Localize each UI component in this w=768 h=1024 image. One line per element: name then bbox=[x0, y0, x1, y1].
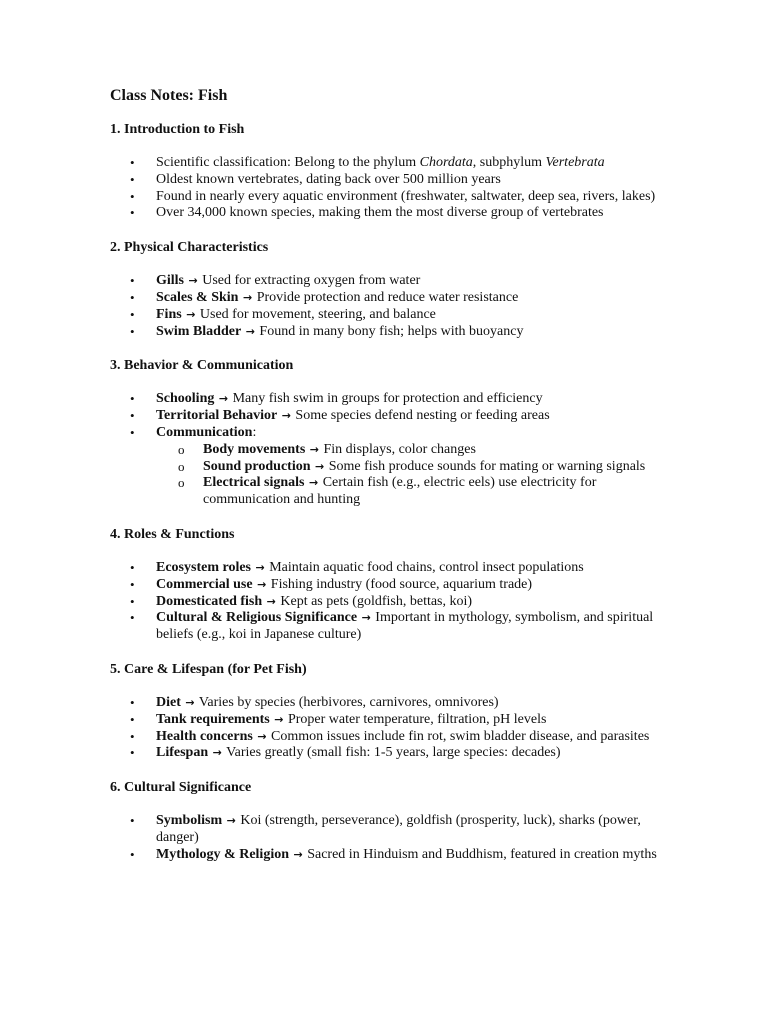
right-arrow-icon: → bbox=[293, 847, 303, 861]
list-item bbox=[110, 425, 660, 509]
item-term: Health concerns bbox=[156, 728, 253, 744]
right-arrow-icon: → bbox=[212, 746, 222, 760]
list-item bbox=[110, 577, 660, 594]
item-description: Common issues include fin rot, swim bladder disease, and parasites bbox=[271, 728, 650, 744]
bullet-list-roles-functions bbox=[110, 560, 660, 644]
sub-list-item bbox=[156, 459, 660, 476]
bullet-list-care-lifespan bbox=[110, 695, 660, 762]
item-term: Scales & Skin bbox=[156, 289, 239, 305]
section-heading-introduction: 1. Introduction to Fish bbox=[110, 122, 245, 137]
list-item bbox=[110, 408, 660, 425]
section-heading-behavior-communication: 3. Behavior & Communication bbox=[110, 358, 294, 374]
right-arrow-icon: → bbox=[309, 476, 319, 490]
bullet-list-physical-characteristics bbox=[110, 273, 660, 340]
list-item bbox=[110, 610, 660, 644]
item-term: Electrical signals bbox=[203, 475, 305, 491]
right-arrow-icon: → bbox=[185, 695, 195, 709]
list-item bbox=[110, 813, 660, 847]
sub-list-communication bbox=[156, 442, 660, 509]
right-arrow-icon: → bbox=[315, 459, 325, 473]
item-description: Many fish swim in groups for protection and efficiency bbox=[232, 391, 543, 407]
item-description: Used for extracting oxygen from water bbox=[202, 273, 421, 289]
item-term: Diet bbox=[156, 694, 181, 710]
item-text: Over 34,000 known species, making them the most diverse group of vertebrates bbox=[156, 205, 604, 221]
item-term: Cultural & Religious Significance bbox=[156, 610, 358, 626]
item-text: , subphylum bbox=[472, 155, 546, 170]
list-item bbox=[110, 594, 660, 611]
item-term: Tank requirements bbox=[156, 711, 270, 727]
item-term: Gills bbox=[156, 273, 185, 289]
section-heading-care-lifespan: 5. Care & Lifespan (for Pet Fish) bbox=[110, 661, 307, 677]
bullet-list-behavior-communication bbox=[110, 391, 660, 509]
list-item bbox=[110, 695, 660, 712]
right-arrow-icon: → bbox=[266, 594, 276, 608]
right-arrow-icon: → bbox=[257, 577, 267, 591]
item-description: Some fish produce sounds for mating or warning signals bbox=[328, 458, 646, 474]
item-term: Mythology & Religion bbox=[156, 846, 289, 862]
item-description: Important in mythology, symbolism, and spiritual beliefs (e.g., koi in Japanese culture) bbox=[156, 610, 654, 643]
list-item bbox=[110, 324, 660, 341]
right-arrow-icon: → bbox=[361, 611, 371, 625]
item-text: Scientific classification: Belong to the phylum bbox=[156, 155, 420, 170]
italic-term: Vertebrata bbox=[545, 155, 605, 170]
item-suffix: : bbox=[252, 424, 257, 440]
bullet-list-introduction bbox=[110, 155, 660, 222]
item-description: Maintain aquatic food chains, control insect populations bbox=[269, 559, 584, 575]
right-arrow-icon: → bbox=[226, 814, 236, 828]
section-heading-physical-characteristics: 2. Physical Characteristics bbox=[110, 240, 269, 256]
list-item bbox=[110, 847, 660, 864]
list-item bbox=[110, 729, 660, 746]
item-description: Varies by species (herbivores, carnivores, omnivores) bbox=[198, 694, 499, 710]
bullet-list-cultural-significance bbox=[110, 813, 660, 863]
item-term: Ecosystem roles bbox=[156, 559, 251, 575]
item-description: Certain fish (e.g., electric eels) use electricity for communication and hunting bbox=[203, 475, 597, 508]
item-term: Sound production bbox=[203, 458, 311, 474]
italic-term: Chordata bbox=[419, 155, 473, 170]
right-arrow-icon: → bbox=[257, 729, 267, 743]
list-item bbox=[110, 307, 660, 324]
item-description: Used for movement, steering, and balance bbox=[199, 306, 436, 322]
list-item bbox=[110, 712, 660, 729]
right-arrow-icon: → bbox=[218, 392, 229, 406]
item-term: Swim Bladder bbox=[156, 323, 242, 339]
item-term: Schooling bbox=[156, 391, 215, 407]
item-description: Some species defend nesting or feeding areas bbox=[295, 408, 550, 424]
item-term: Body movements bbox=[203, 441, 306, 457]
list-item bbox=[110, 205, 660, 222]
section-heading-cultural-significance: 6. Cultural Significance bbox=[110, 780, 252, 796]
item-term: Territorial Behavior bbox=[156, 408, 278, 424]
item-description: Fishing industry (food source, aquarium trade) bbox=[270, 576, 533, 592]
item-description: Fin displays, color changes bbox=[323, 441, 476, 457]
item-text: Oldest known vertebrates, dating back over 500 million years bbox=[156, 171, 501, 187]
item-description: Provide protection and reduce water resistance bbox=[256, 289, 519, 305]
right-arrow-icon: → bbox=[309, 442, 319, 456]
right-arrow-icon: → bbox=[274, 712, 284, 726]
right-arrow-icon: → bbox=[245, 324, 255, 338]
item-description: Koi (strength, perseverance), goldfish (prosperity, luck), sharks (power, danger) bbox=[156, 813, 641, 845]
item-term: Symbolism bbox=[156, 813, 223, 829]
item-term: Commercial use bbox=[156, 576, 253, 592]
item-term: Fins bbox=[156, 306, 182, 322]
right-arrow-icon: → bbox=[186, 307, 196, 321]
list-item bbox=[110, 273, 660, 290]
list-item bbox=[110, 189, 660, 206]
list-item bbox=[110, 290, 660, 307]
list-item bbox=[110, 391, 660, 408]
item-description: Found in many bony fish; helps with buoyancy bbox=[259, 323, 524, 339]
list-item bbox=[110, 172, 660, 189]
right-arrow-icon: → bbox=[281, 409, 291, 423]
right-arrow-icon: → bbox=[188, 274, 198, 288]
item-term: Communication bbox=[156, 424, 253, 440]
document-title: Class Notes: Fish bbox=[110, 87, 228, 104]
section-heading-roles-functions: 4. Roles & Functions bbox=[110, 526, 235, 542]
item-text: Found in nearly every aquatic environment (freshwater, saltwater, deep sea, rivers, lakes) bbox=[156, 188, 656, 204]
list-item bbox=[110, 560, 660, 577]
sub-list-item bbox=[156, 475, 660, 509]
item-term: Domesticated fish bbox=[156, 593, 263, 609]
item-term: Lifespan bbox=[156, 745, 209, 761]
right-arrow-icon: → bbox=[242, 290, 253, 304]
sub-list-item bbox=[156, 442, 660, 459]
list-item bbox=[110, 155, 660, 172]
item-description: Varies greatly (small fish: 1-5 years, large species: decades) bbox=[226, 745, 561, 761]
right-arrow-icon: → bbox=[255, 560, 265, 574]
item-description: Kept as pets (goldfish, bettas, koi) bbox=[280, 593, 473, 609]
item-description: Proper water temperature, filtration, pH levels bbox=[287, 711, 547, 727]
item-description: Sacred in Hinduism and Buddhism, featured in creation myths bbox=[307, 846, 657, 862]
list-item bbox=[110, 745, 660, 762]
